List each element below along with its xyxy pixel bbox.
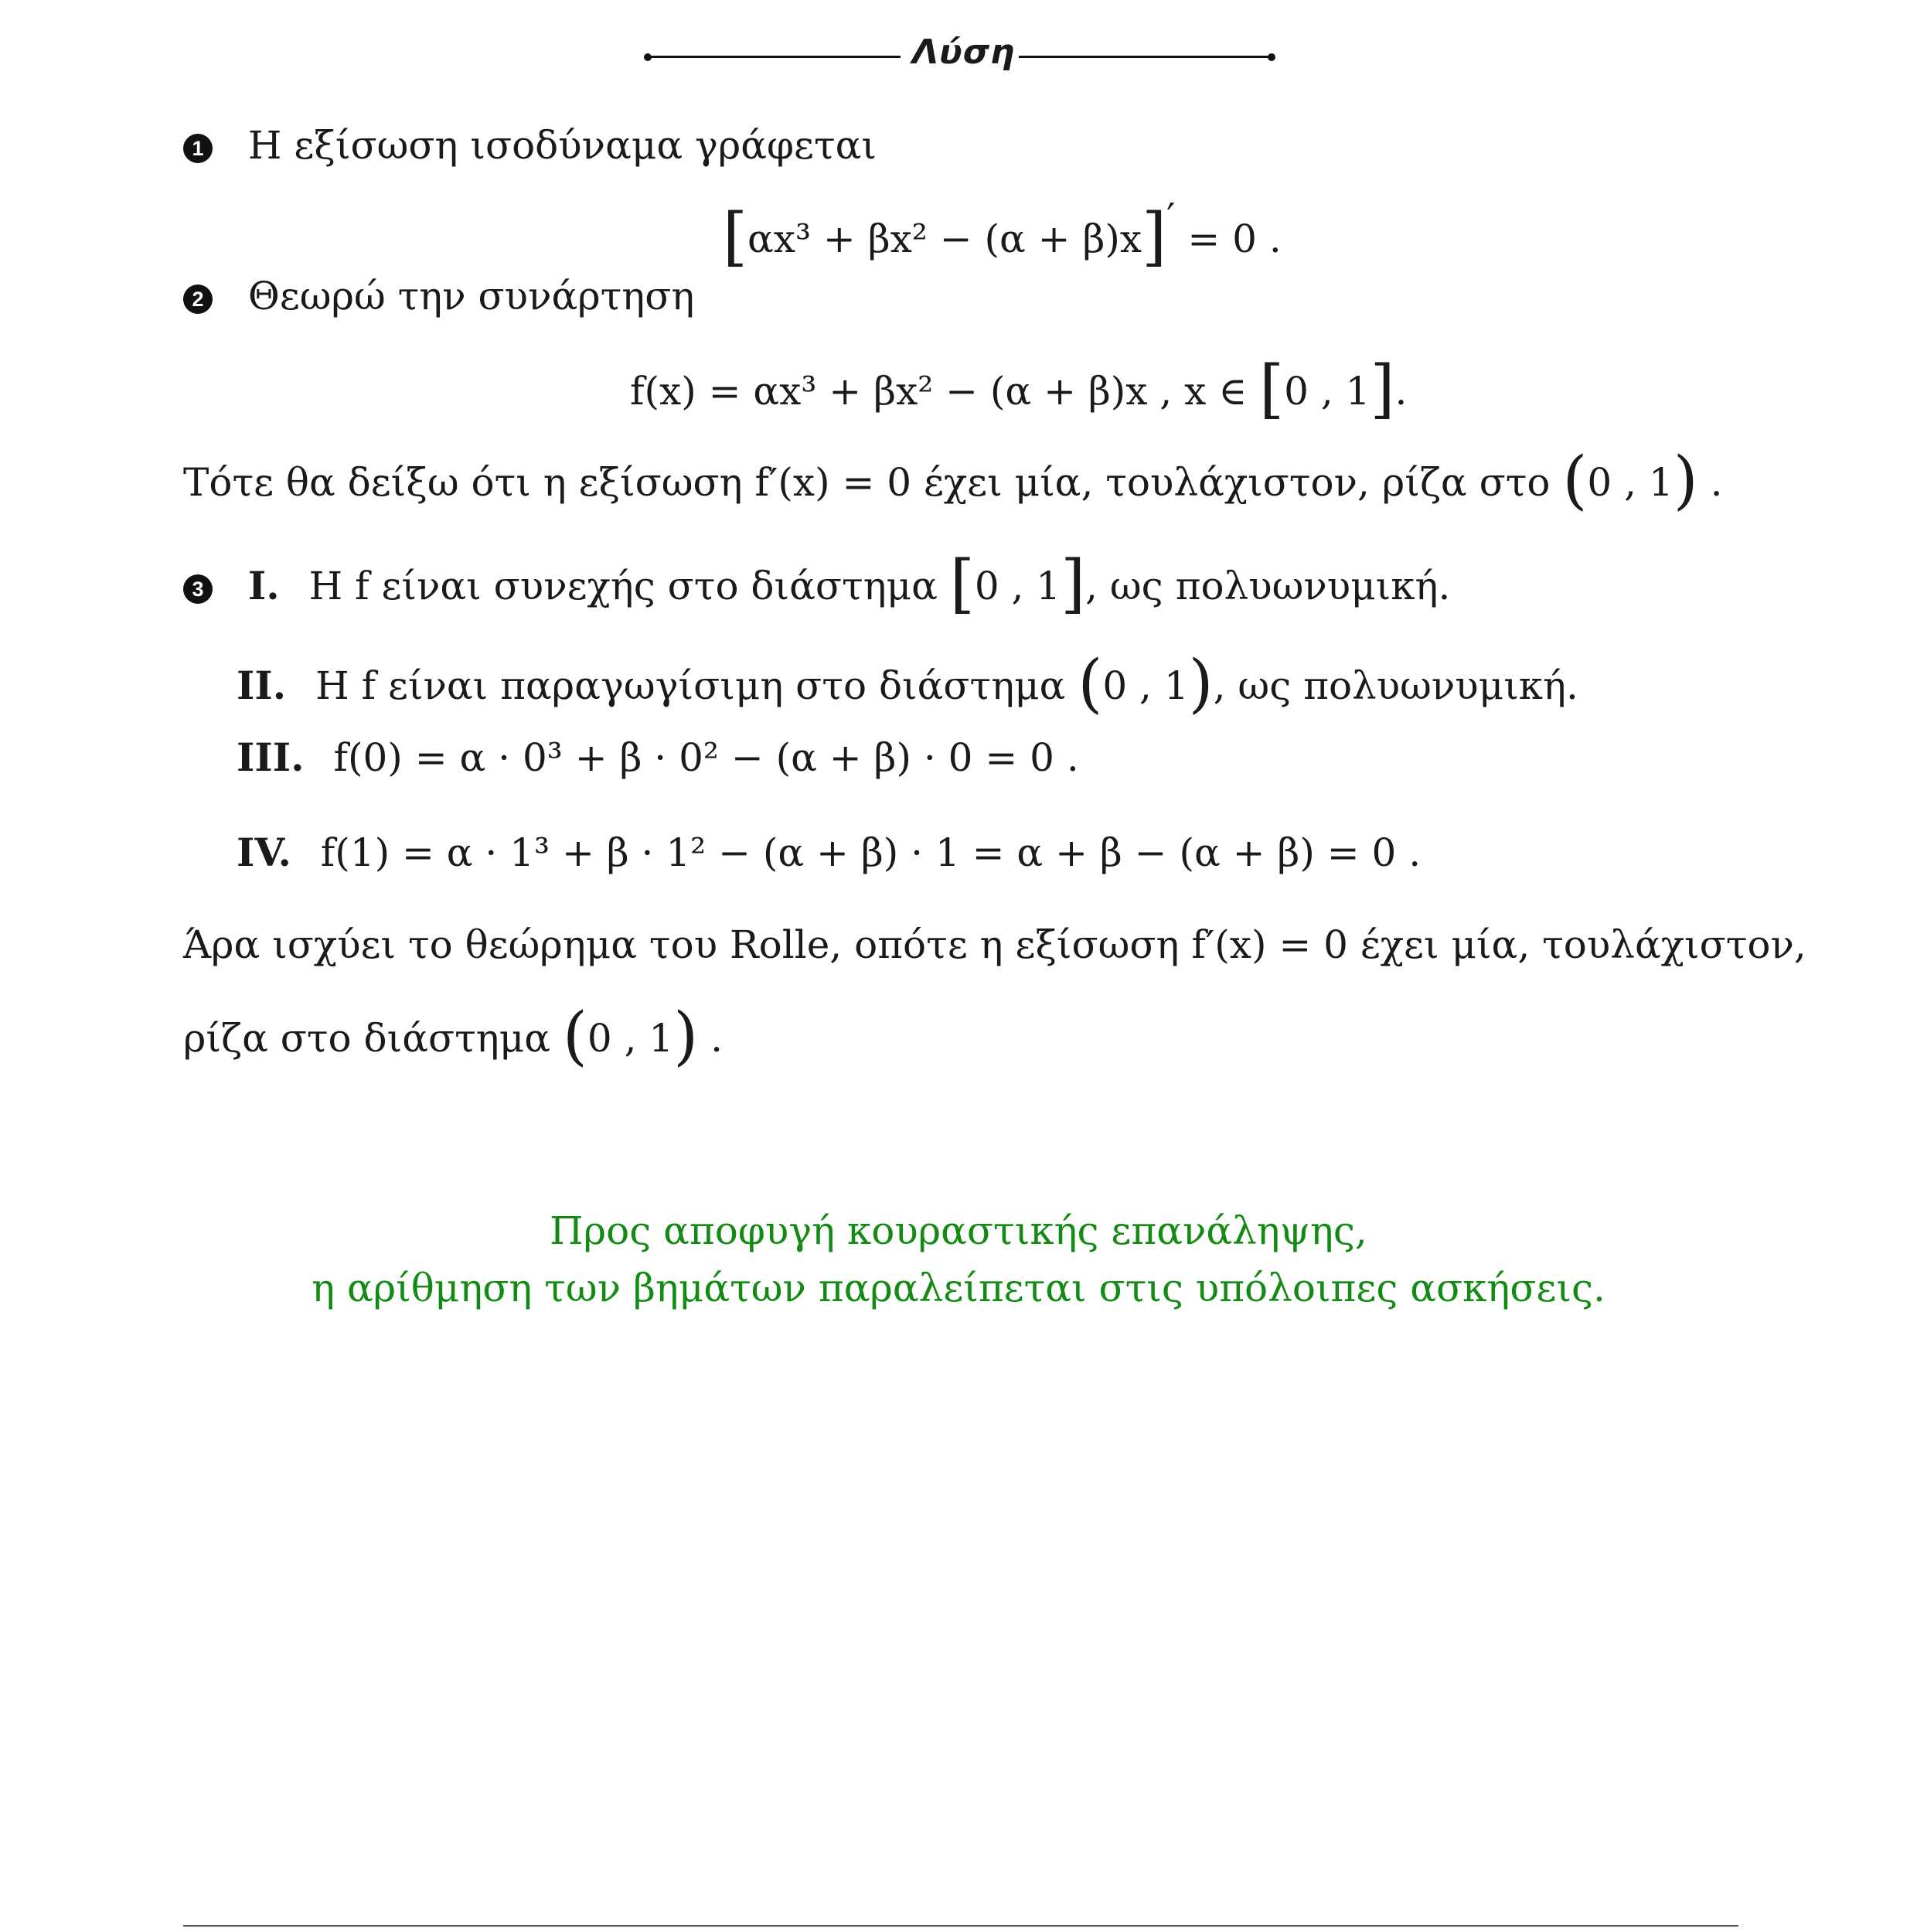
goal-right-paren: )	[1673, 444, 1698, 517]
item-2-label: II.	[237, 663, 287, 708]
item-1-interval: 0 , 1	[974, 564, 1061, 608]
step-3-item-2	[237, 646, 1578, 721]
step-3-marker: 3	[183, 574, 213, 604]
solution-title: Λύση	[912, 32, 1016, 72]
interval-values: 0 , 1	[1284, 369, 1371, 414]
goal-statement	[183, 443, 1723, 517]
item-1-label: I.	[247, 563, 280, 608]
conclusion-interval: 0 , 1	[587, 1016, 674, 1061]
goal-interval: 0 , 1	[1587, 460, 1674, 505]
item-2-left-paren: (	[1078, 647, 1103, 721]
conclusion-end: .	[698, 1016, 724, 1061]
header-left-rule	[648, 56, 901, 58]
item-2-text: Η f είναι παραγωγίσιμη στο διάστημα	[315, 663, 1078, 708]
conclusion-line-1: Άρα ισχύει το θεώρημα του Rolle, οπότε η εξίσωση f′(x) = 0 έχει μία, τουλάχιστον,	[183, 922, 1806, 967]
step-1	[183, 123, 877, 168]
step-2	[183, 274, 695, 319]
interval-left-bracket: [	[1259, 353, 1285, 426]
function-definition: f(x) = αx³ + βx² − (α + β)x , x ∈	[630, 369, 1260, 414]
conclusion-right-paren: )	[673, 1000, 699, 1073]
step-3-item-1	[183, 547, 1451, 621]
item-1-right-bracket: ]	[1061, 547, 1086, 621]
formula-prime: ′	[1166, 195, 1176, 240]
conclusion-line-2-text: ρίζα στο διάστημα	[183, 1016, 563, 1061]
note-line-1: Προς αποφυγή κουραστικής επανάληψης,	[550, 1208, 1367, 1253]
step-1-marker: 1	[183, 134, 213, 163]
item-3-label: III.	[237, 734, 305, 780]
item-1-text: Η f είναι συνεχής στο διάστημα	[308, 564, 950, 608]
header-right-dot	[1268, 53, 1275, 61]
item-4-text: f(1) = α · 1³ + β · 1² − (α + β) · 1 = α + β − (α + β) = 0 .	[320, 830, 1422, 875]
header-right-rule	[1019, 56, 1271, 58]
step-2-text: Θεωρώ την συνάρτηση	[247, 274, 695, 319]
conclusion-left-paren: (	[562, 1000, 587, 1073]
formula-right-bracket: ]	[1142, 200, 1167, 274]
formula-left-bracket: [	[723, 200, 747, 274]
step-3-item-3	[237, 734, 1079, 780]
item-1-left-bracket: [	[949, 547, 975, 621]
footer-rule	[183, 1925, 1738, 1927]
conclusion-line-2	[183, 999, 724, 1073]
interval-right-bracket: ]	[1370, 353, 1395, 426]
step-1-formula	[723, 195, 1282, 274]
formula-end: .	[1394, 369, 1408, 414]
step-3-item-4	[237, 830, 1422, 875]
formula-body: αx³ + βx² − (α + β)x	[747, 216, 1142, 261]
step-2-formula	[630, 352, 1408, 426]
note-line-2: η αρίθμηση των βημάτων παραλείπεται στις υπόλοιπες ασκήσεις.	[312, 1266, 1605, 1310]
item-1-tail: , ως πολυωνυμική.	[1085, 564, 1451, 608]
goal-end: .	[1697, 460, 1723, 505]
item-2-interval: 0 , 1	[1102, 663, 1189, 708]
item-2-right-paren: )	[1188, 647, 1214, 721]
formula-equals: = 0 .	[1175, 216, 1282, 261]
goal-text: Τότε θα δείξω ότι η εξίσωση f′(x) = 0 έχει μία, τουλάχιστον, ρίζα στο	[183, 460, 1563, 505]
item-3-text: f(0) = α · 0³ + β · 0² − (α + β) · 0 = 0 .	[333, 735, 1079, 780]
goal-left-paren: (	[1562, 444, 1588, 517]
step-2-marker: 2	[183, 285, 213, 314]
step-1-text: Η εξίσωση ισοδύναμα γράφεται	[247, 123, 877, 168]
item-4-label: IV.	[237, 830, 291, 875]
item-2-tail: , ως πολυωνυμική.	[1213, 663, 1578, 708]
